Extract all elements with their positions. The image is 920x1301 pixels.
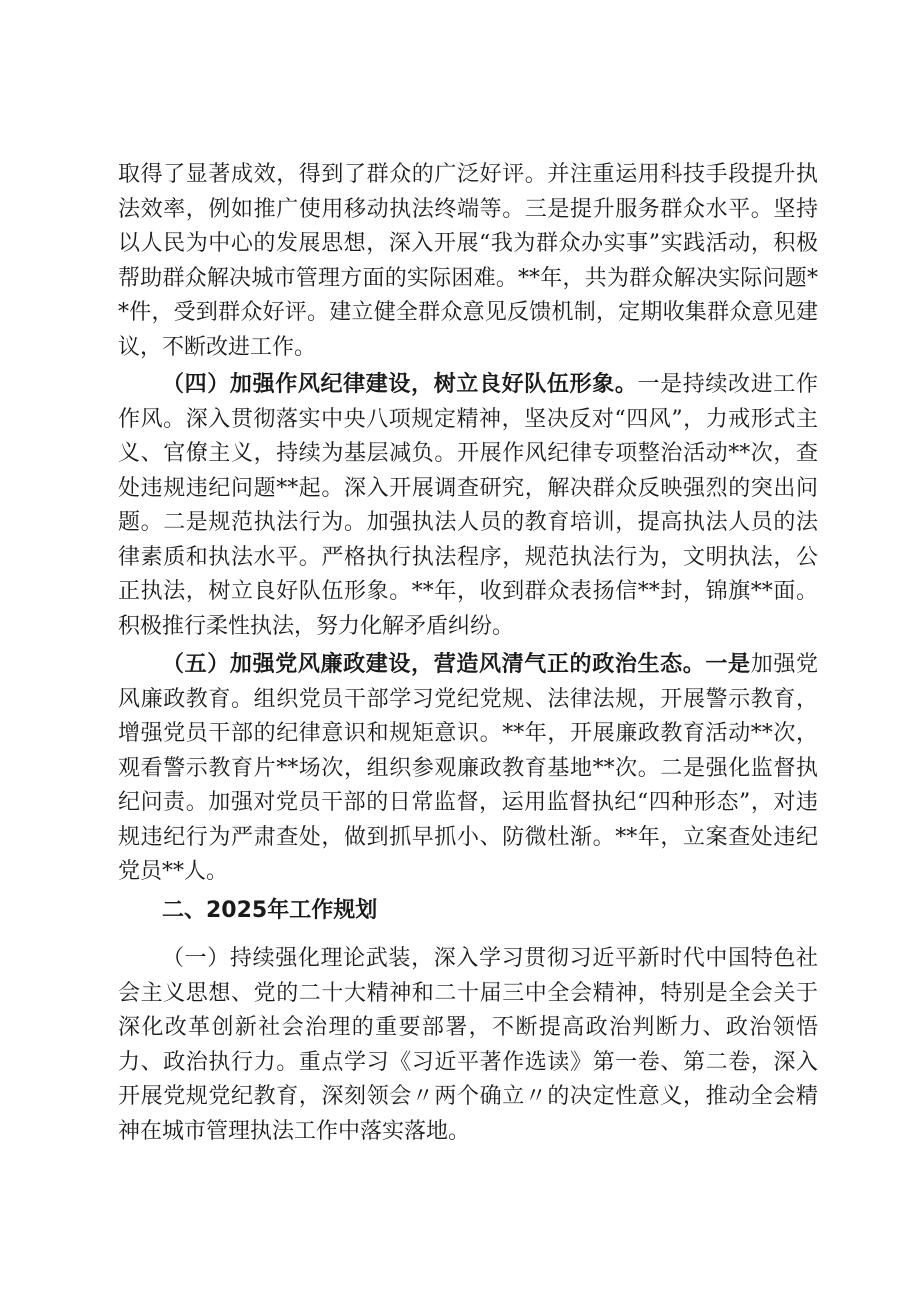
section-five-body: 加强党风廉政教育。组织党员干部学习党纪党规、法律法规，开展警示教育，增强党员干部的纪律意识和规矩意识。**年，开展廉政教育活动**次，观看警示教育片**场次，组织参观廉政教育基地**次。二是强化监督执纪问责。加强对党员干部的日常监督，运用监督执纪“四种形态”，对违规违纪行为严肃查处，做到抓早抓小、防微杜渐。**年，立案查处违纪党员**人。 xyxy=(118,652,818,884)
section-four-body: 一是持续改进工作作风。深入贯彻落实中央八项规定精神，坚决反对“四风”，力戒形式主义、官僚主义，持续为基层减负。开展作风纪律专项整治活动**次，查处违规违纪问题**起。深入开展调查研究，解决群众反映强烈的突出问题。二是规范执法行为。加强执法人员的教育培训，提高执法人员的法律素质和执法水平。严格执行执法程序，规范执法行为，文明执法，公正执法，树立良好队伍形象。**年，收到群众表扬信**封，锦旗**面。积极推行柔性执法，努力化解矛盾纠纷。 xyxy=(118,372,818,639)
section-five-paragraph xyxy=(118,648,818,890)
continued-paragraph: 取得了显著成效，得到了群众的广泛好评。并注重运用科技手段提升执法效率，例如推广使用移动执法终端等。三是提升服务群众水平。坚持以人民为中心的发展思想，深入开展“我为群众办实事”实践活动，积极帮助群众解决城市管理方面的实际困难。**年，共为群众解决实际问题**件，受到群众好评。建立健全群众意见反馈机制，定期收集群众意见建议，不断改进工作。 xyxy=(118,162,818,360)
section-four-paragraph xyxy=(118,368,818,644)
section-four-title: （四）加强作风纪律建设，树立良好队伍形象。 xyxy=(162,372,638,397)
part-two-heading: 二、2025年工作规划 xyxy=(162,898,378,923)
part-two-item-one: （一）持续强化理论武装，深入学习贯彻习近平新时代中国特色社会主义思想、党的二十大精神和二十届三中全会精神，特别是全会关于深化改革创新社会治理的重要部署，不断提高政治判断力、政治领悟力、政治执行力。重点学习《习近平著作选读》第一卷、第二卷，深入开展党规党纪教育，深刻领会〃两个确立〃的决定性意义，推动全会精神在城市管理执法工作中落实落地。 xyxy=(118,946,818,1144)
section-five-title: （五）加强党风廉政建设，营造风清气正的政治生态。一是 xyxy=(162,652,751,677)
